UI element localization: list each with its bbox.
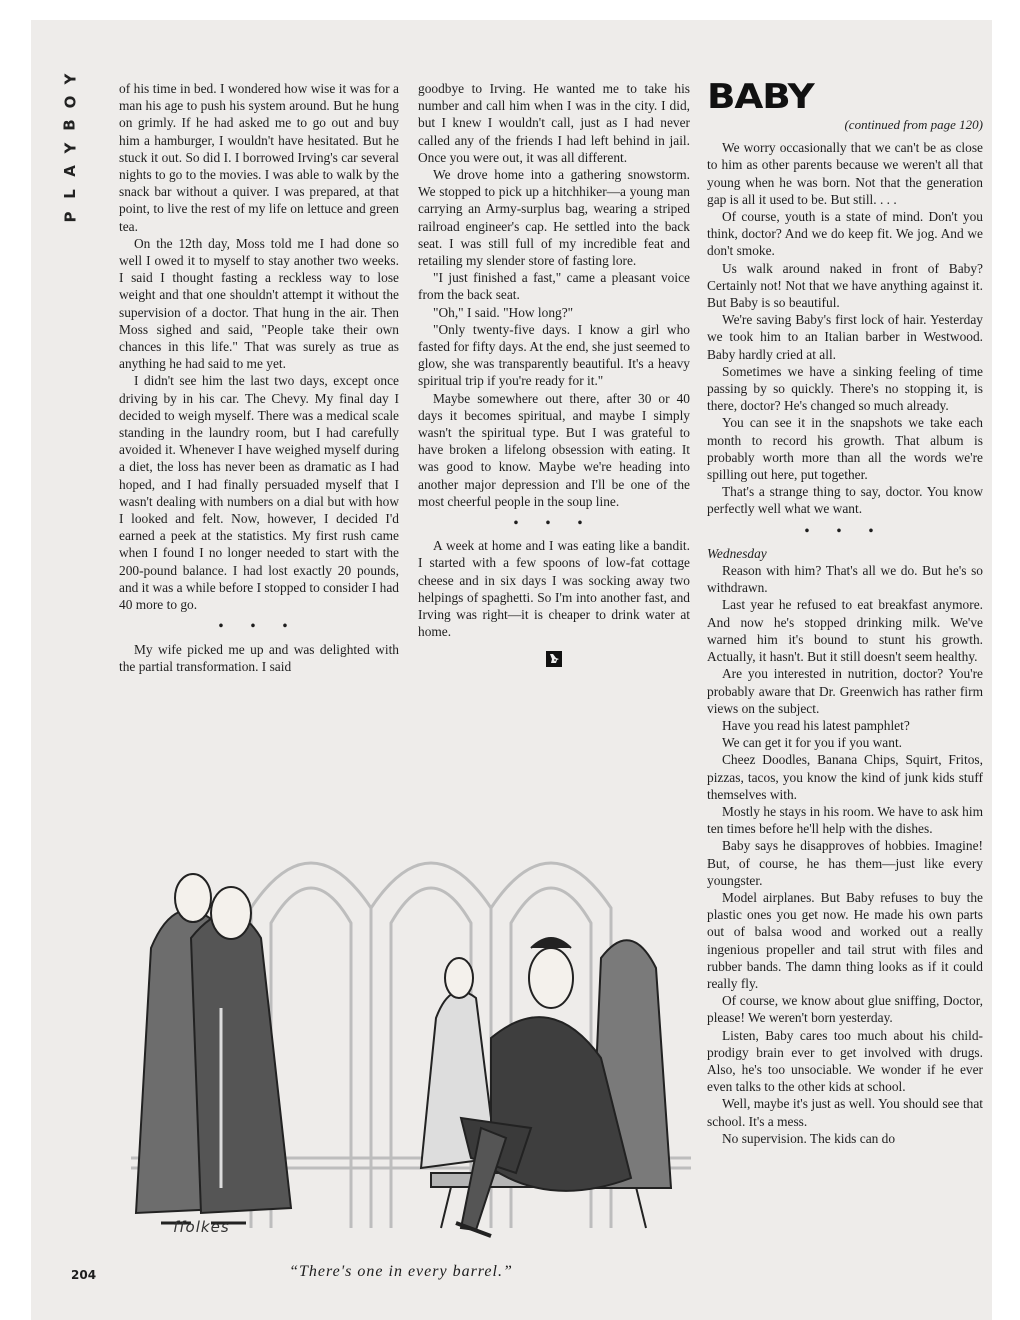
paragraph: We worry occasionally that we can't be as close to him as other parents because we weren't all that young when he was born. Not that the generation gap is all it used to be. But still. . . . [707,140,983,207]
paragraph: Sometimes we have a sinking feeling of time passing by so quickly. There's no stopping it, is there, doctor? He's changed so much already. [707,363,983,414]
paragraph: Mostly he stays in his room. We have to ask him ten times before he'll help with the dishes. [707,803,983,837]
paragraph: goodbye to Irving. He wanted me to take his number and call him when I was in the city. I did, but I knew I wouldn't call, just as I had never called any of the friends I had left behind in jail. Once you were out, it was all different. [418,81,690,165]
magazine-name-vertical [61,70,79,231]
section-break: • • • [218,618,300,634]
paragraph: We drove home into a gathering snowstorm. We stopped to pick up a hitchhiker—a young man carrying an Army-surplus bag, wearing a striped railroad engineer's cap. He settled into the back seat. I was still full of my incredible feat and retailing my slender store of fasting lore. [418,167,690,269]
section-break: • • • [804,522,886,538]
page-number: 204 [71,1268,97,1282]
paragraph: Maybe somewhere out there, after 30 or 40 days it becomes spiritual, and maybe I simply wasn't the spiritual type. But I was grateful to have broken a lifelong obsession with eating. It was good to know. Maybe we're heading into another major depression and I'll be one of the most cheerful people in the soup line. [418,390,690,509]
name-letter: P [61,211,79,223]
rabbit-head-icon [546,651,562,667]
cartoon-illustration [131,828,691,1248]
continued-from-line: (continued from page 120) [844,117,983,132]
article-column-1 [119,80,399,675]
name-letter: A [60,165,79,177]
article-title: BABY [707,77,814,117]
paragraph: That's a strange thing to say, doctor. You know perfectly well what we want. [707,484,983,517]
paragraph: Have you read his latest pamphlet? [722,717,910,733]
paragraph: Are you interested in nutrition, doctor? You're probably aware that Dr. Greenwich has rather firm views on the subject. [707,666,983,716]
name-letter: Y [61,142,79,154]
name-letter: B [61,119,79,131]
paragraph: I didn't see him the last two days, except once driving by in his car. The Chevy. My final day I decided to weigh myself. There was a medical scale standing in the laundry room, but I had carefully avoided it. Whenever I have weighed myself during a diet, the loss has never been as dramatic as I had hoped, and I had finally persuaded myself that I wasn't dealing with numbers on a dial but with how I looked and felt. Now, however, I decided I'd earned a peek at the statistics. My first rush came when I found I no longer needed to start with the 200-pound balance. I had lost exactly 20 pounds, and it was a while before I stopped to consider I had 40 more to go. [119,373,400,613]
paragraph: Listen, Baby cares too much about his child-prodigy brain ever to get involved with drugs. Also, he's too unsociable. We wonder if he ever even talks to the other kids at school. [707,1027,983,1095]
paragraph: We can get it for you if you want. [722,735,903,751]
name-letter: O [60,95,79,109]
paragraph: Baby says he disapproves of hobbies. Imagine! But, of course, he has them—just like every youngster. [707,838,983,888]
day-heading: Wednesday [707,545,767,561]
standing-monks [136,874,291,1223]
paragraph: of his time in bed. I wondered how wise it was for a man his age to push his system around. But he hung on grimly. If he had asked me to go out and buy him a hamburger, I wouldn't have hesitated. But he stuck it out. So did I. I borrowed Irving's car several nights to go to the movies. I was able to walk by the snack bar without a quiver. I was prepared, at that point, to live the rest of my life on lettuce and green tea. [119,81,399,234]
paragraph: Of course, we know about glue sniffing, Doctor, please! We weren't born yesterday. [707,993,983,1026]
name-letter: L [61,189,79,199]
cartoonist-signature: ffolkes [173,1218,230,1236]
paragraph: Reason with him? That's all we do. But he's so withdrawn. [707,563,983,596]
paragraph: No supervision. The kids can do [722,1130,896,1146]
article-column-2 [418,80,690,667]
paragraph: Well, maybe it's just as well. You should see that school. It's a mess. [707,1096,983,1129]
paragraph: A week at home and I was eating like a bandit. I started with a few spoons of low-fat cottage cheese and in six days I was socking away two helpings of spaghetti. So I'm into another fast, and Irving was right—it is cheaper to drink water at home. [418,538,690,640]
magazine-page [31,20,992,1320]
cartoon-caption: “There's one in every barrel.” [289,1263,513,1280]
article-column-3 [707,77,983,1147]
paragraph: Us walk around naked in front of Baby? Certainly not! Not that we have anything against it. But Baby is so beautiful. [707,260,983,311]
paragraph: Cheez Doodles, Banana Chips, Squirt, Fritos, pizzas, tacos, you know the kind of junk kids stuff themselves with. [707,752,983,802]
section-break: • • • [513,515,595,531]
paragraph: Of course, youth is a state of mind. Don't you think, doctor? And we do keep fit. We jog. And we don't smoke. [707,209,983,259]
paragraph: On the 12th day, Moss told me I had done so well I owed it to myself to stay another two weeks. I said I thought fasting a reckless way to lose weight and that one shouldn't attempt it without the supervision of a doctor. That hung in the air. Then Moss sighed and said, "People take their own chances in this life." That was surely as true as anything he had said to me yet. [119,235,399,372]
paragraph: "Oh," I said. "How long?" [433,304,574,320]
paragraph: You can see it in the snapshots we take each month to record his growth. That album is probably worth more than all the words we're spilling out here, put together. [707,415,983,483]
paragraph: My wife picked me up and was delighted with the partial transformation. I said [119,641,399,674]
paragraph: Last year he refused to eat breakfast anymore. And now he's stopped drinking milk. We've warned him it's bound to stunt his growth. Actually, it hasn't. But it still doesn't seem healthy. [707,597,983,665]
name-letter: Y [61,73,79,85]
paragraph: Model airplanes. But Baby refuses to buy the plastic ones you get now. He made his own parts out of balsa wood and worked out a really ingenious propeller and tail strut with files and rubber bands. The damn thing looks as if it could really fly. [707,889,983,991]
paragraph: "I just finished a fast," came a pleasant voice from the back seat. [418,270,690,303]
paragraph: We're saving Baby's first lock of hair. Yesterday we took him to an Italian barber in Westwood. Baby hardly cried at all. [707,312,983,362]
seated-figures [421,938,671,1236]
paragraph: "Only twenty-five days. I know a girl who fasted for fifty days. At the end, she just seemed to glow, she was transparently beautiful. It's a heavy spiritual trip if you're ready for it." [418,321,690,389]
